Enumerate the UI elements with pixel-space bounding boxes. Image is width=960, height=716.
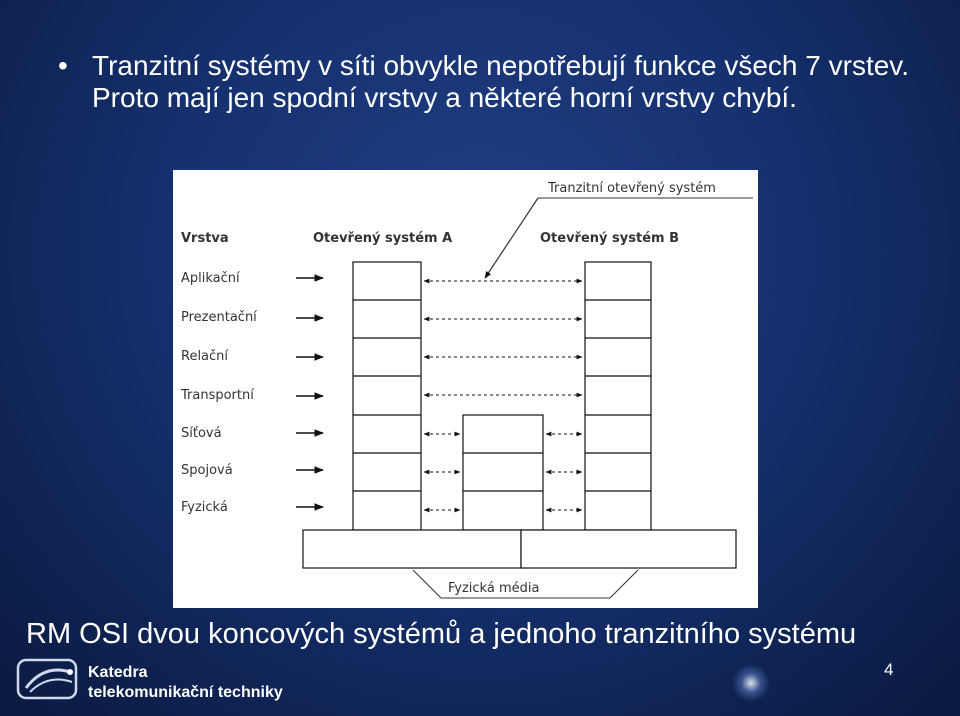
- system-b-label: Otevřený systém B: [540, 231, 680, 246]
- bullet-text: Tranzitní systémy v síti obvykle nepotřebují funkce všech 7 vrstev. Proto mají jen spodní vrstvy a některé horní vrstvy chybí.: [92, 50, 909, 113]
- department-logo-icon: [16, 658, 80, 702]
- layer-header: Vrstva: [181, 231, 229, 246]
- osi-diagram-svg: [173, 170, 758, 608]
- media-segment-b: [521, 530, 736, 568]
- department-name-line2: telekomunikační techniky: [88, 684, 283, 701]
- system-a-label: Otevřený systém A: [313, 231, 453, 246]
- physical-media-label: Fyzická média: [448, 581, 540, 596]
- system-a-stack: [353, 262, 421, 530]
- layer-label: Transportní: [181, 388, 254, 403]
- media-segment-a: [303, 530, 521, 568]
- layer-arrows: [296, 278, 323, 507]
- osi-diagram: [173, 170, 758, 608]
- transit-frame: [463, 415, 543, 530]
- department-name: [88, 663, 283, 703]
- layer-label: Prezentační: [181, 310, 257, 325]
- layer-label: Síťová: [181, 426, 222, 441]
- transit-system-label: Tranzitní otevřený systém: [548, 181, 716, 196]
- page-number: 4: [884, 660, 894, 679]
- transit-pointer-arrow: [485, 198, 538, 278]
- transit-stack: [463, 415, 543, 530]
- bullet-point: [58, 50, 918, 114]
- media-pointer: [413, 570, 441, 598]
- department-name-line1: Katedra: [88, 664, 148, 681]
- media-pointer: [610, 570, 638, 598]
- light-glow-decoration: [732, 664, 770, 702]
- physical-media-boxes: [303, 530, 736, 568]
- layer-label: Aplikační: [181, 271, 240, 286]
- layer-label: Spojová: [181, 463, 233, 478]
- bullet-symbol: •: [58, 50, 68, 81]
- slide-caption: RM OSI dvou koncových systémů a jednoho tranzitního systému: [26, 618, 857, 650]
- layer-label: Relační: [181, 349, 229, 364]
- system-b-frame: [585, 262, 651, 530]
- layer-label: Fyzická: [181, 500, 228, 515]
- system-a-frame: [353, 262, 421, 530]
- system-b-stack: [585, 262, 651, 530]
